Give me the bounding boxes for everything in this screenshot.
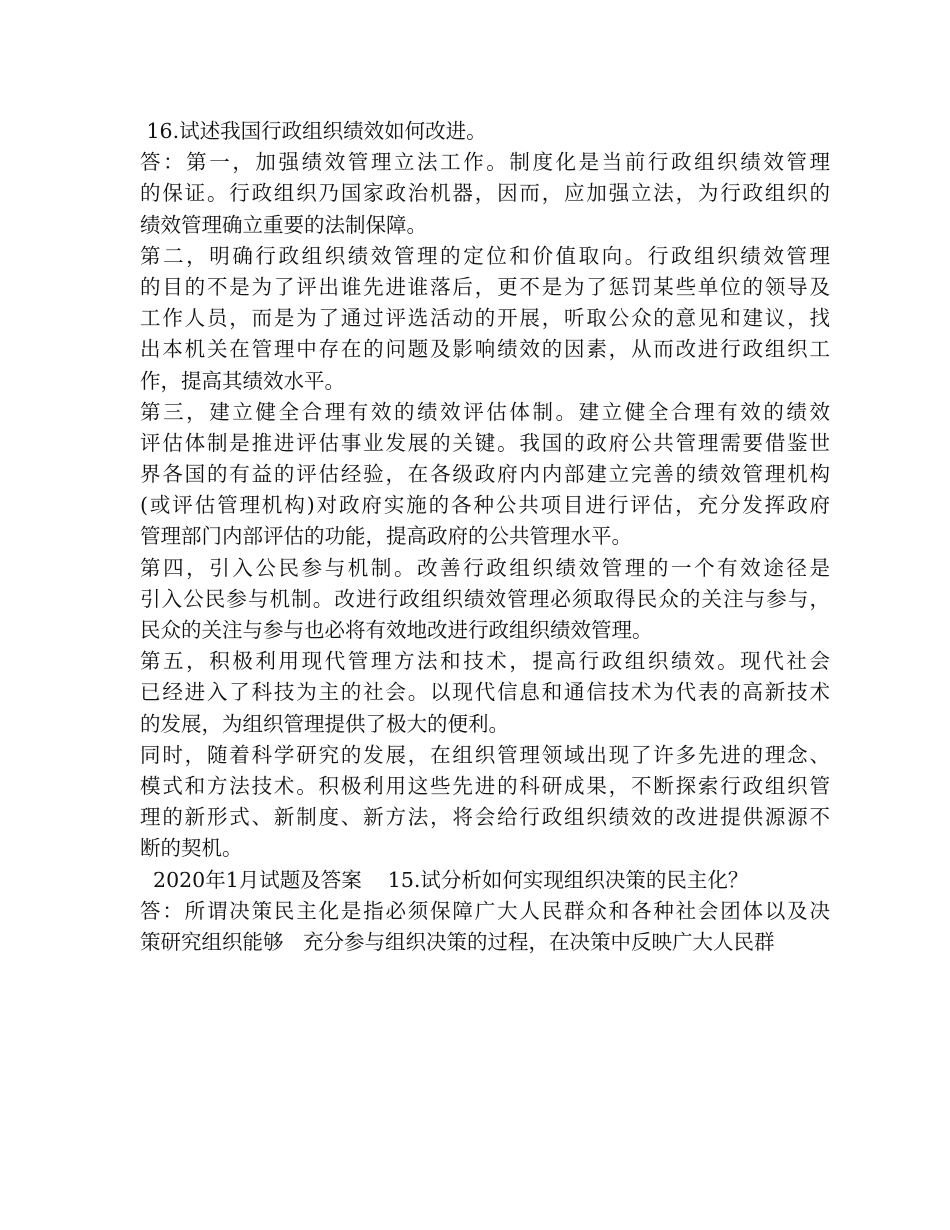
answer-15-line: 策研究组织能够 充分参与组织决策的过程，在决策中反映广大人民群 — [140, 929, 775, 954]
answer-paragraph-3-line: 界各国的有益的评估经验，在各级政府内内部建立完善的绩效管理机构 — [140, 462, 830, 487]
answer-paragraph-2-line: 第二，明确行政组织绩效管理的定位和价值取向。行政组织绩效管理 — [140, 243, 830, 268]
answer-paragraph-2-line: 工作人员，而是为了通过评选活动的开展，听取公众的意见和建议，找 — [140, 306, 830, 331]
question-16-title: 16.试述我国行政组织绩效如何改进。 — [140, 119, 487, 143]
answer-paragraph-1-line: 的保证。行政组织乃国家政治机器，因而，应加强立法，为行政组织的 — [140, 181, 830, 206]
answer-paragraph-3-line: 评估体制是推进评估事业发展的关键。我国的政府公共管理需要借鉴世 — [140, 430, 830, 455]
answer-paragraph-5-line: 的发展，为组织管理提供了极大的便利。 — [140, 711, 509, 736]
document-body — [140, 116, 830, 958]
answer-paragraph-5-line: 第五，积极利用现代管理方法和技术，提高行政组织绩效。现代社会 — [140, 649, 830, 674]
answer-paragraph-4-line: 引入公民参与机制。改进行政组织绩效管理必须取得民众的关注与参与， — [140, 586, 830, 611]
answer-paragraph-3-line: (或评估管理机构)对政府实施的各种公共项目进行评估，充分发挥政府 — [140, 493, 830, 518]
answer-paragraph-4-line: 第四，引入公民参与机制。改善行政组织绩效管理的一个有效途径是 — [140, 555, 830, 580]
answer-paragraph-2-line: 出本机关在管理中存在的问题及影响绩效的因素，从而改进行政组织工 — [140, 337, 830, 362]
answer-paragraph-6-line: 理的新形式、新制度、新方法，将会给行政组织绩效的改进提供源源不 — [140, 805, 830, 830]
answer-paragraph-5-line: 已经进入了科技为主的社会。以现代信息和通信技术为代表的高新技术 — [140, 680, 830, 705]
answer-paragraph-6-line: 同时，随着科学研究的发展，在组织管理领域出现了许多先进的理念、 — [140, 742, 830, 767]
answer-paragraph-1-line: 绩效管理确立重要的法制保障。 — [140, 212, 427, 237]
answer-15-line: 答：所谓决策民主化是指必须保障广大人民群众和各种社会团体以及决 — [140, 898, 830, 923]
answer-paragraph-4-line: 民众的关注与参与也必将有效地改进行政组织绩效管理。 — [140, 618, 653, 642]
answer-paragraph-3-line: 管理部门内部评估的功能，提高政府的公共管理水平。 — [140, 524, 632, 549]
answer-paragraph-6-line: 断的契机。 — [140, 836, 243, 861]
answer-paragraph-2-line: 的目的不是为了评出谁先进谁落后，更不是为了惩罚某些单位的领导及 — [140, 274, 830, 299]
answer-paragraph-3-line: 第三，建立健全合理有效的绩效评估体制。建立健全合理有效的绩效 — [140, 399, 830, 424]
answer-paragraph-2-line: 作，提高其绩效水平。 — [140, 368, 345, 393]
answer-paragraph-6-line: 模式和方法技术。积极利用这些先进的科研成果，不断探索行政组织管 — [140, 773, 830, 798]
answer-paragraph-1-line: 答：第一，加强绩效管理立法工作。制度化是当前行政组织绩效管理 — [140, 150, 830, 175]
question-15-title: 2020年1月试题及答案 15.试分析如何实现组织决策的民主化？ — [140, 867, 749, 892]
